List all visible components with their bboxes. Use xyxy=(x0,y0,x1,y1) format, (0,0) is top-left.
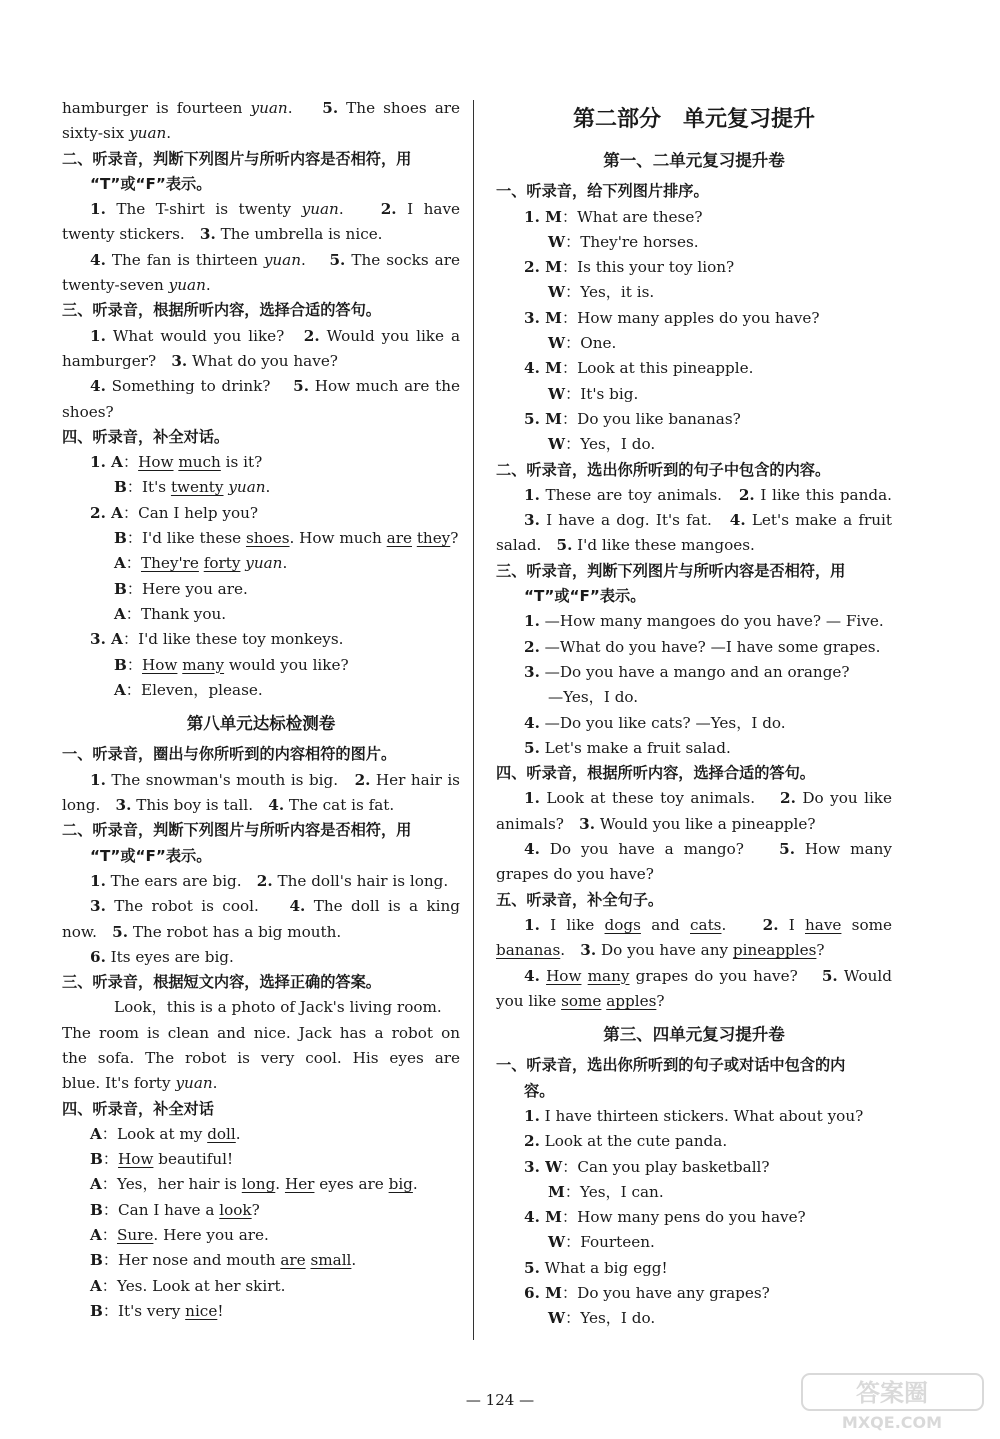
section-heading: 四、听录音，补全对话。 xyxy=(62,427,230,446)
watermark-logo xyxy=(800,1370,985,1432)
text-line: 1. Look at these toy animals. 2. Do you like xyxy=(524,789,892,808)
column-divider xyxy=(473,100,474,1340)
text-line: salad. 5. I'd like these mangoes. xyxy=(496,536,755,555)
text-line: 3. The robot is cool. 4. The doll is a king xyxy=(90,897,461,916)
text-line: now. 5. The robot has a big mouth. xyxy=(62,922,342,941)
text-line: 4. Do you have a mango? 5. How many xyxy=(524,840,892,859)
dialog-line: B：Here you are. xyxy=(114,579,248,598)
section-heading-cont: “T”或“F”表示。 xyxy=(524,587,646,606)
section-heading: 四、听录音，根据所听内容，选择合适的答句。 xyxy=(496,764,815,783)
dialog-line: W：They're horses. xyxy=(548,232,699,251)
dialog-line: 3. M：How many apples do you have? xyxy=(524,308,820,327)
section-heading: 三、听录音，根据短文内容，选择正确的答案。 xyxy=(62,973,381,992)
text-line: 5. What a big egg! xyxy=(524,1258,668,1277)
section-heading: 三、听录音，判断下列图片与所听内容是否相符，用 xyxy=(496,561,846,580)
dialog-line: A：They're forty yuan. xyxy=(114,554,288,573)
dialog-line: A：Look at my doll. xyxy=(90,1124,241,1143)
section-heading-cont: 容。 xyxy=(524,1081,555,1100)
dialog-line: B：How beautiful! xyxy=(90,1150,234,1169)
text-line: 3. —Do you have a mango and an orange? xyxy=(524,662,850,681)
dialog-line: A：Yes. Look at her skirt. xyxy=(90,1276,286,1295)
dialog-line: A：Thank you. xyxy=(114,604,227,623)
text-line: twenty stickers. 3. The umbrella is nice. xyxy=(62,225,383,244)
left-column xyxy=(62,96,460,1324)
passage-line: blue. It's forty yuan. xyxy=(62,1074,218,1093)
passage-line: The room is clean and nice. Jack has a robot on xyxy=(62,1023,460,1042)
dialog-line: 1. A：How much is it? xyxy=(90,453,263,472)
text-line: 1. The snowman's mouth is big. 2. Her hair is xyxy=(90,770,460,789)
text-line: 2. Look at the cute panda. xyxy=(524,1132,728,1151)
section-heading-cont: “T”或“F”表示。 xyxy=(90,174,212,193)
dialog-line: W：It's big. xyxy=(548,384,639,403)
dialog-line: A：Yes，her hair is long. Her eyes are big. xyxy=(90,1175,418,1194)
dialog-line: 3. A：I'd like these toy monkeys. xyxy=(90,630,344,649)
svg-text:答案圈: 答案圈 xyxy=(856,1379,928,1407)
text-line: you like some apples? xyxy=(496,991,665,1010)
text-line: 4. The fan is thirteen yuan. 5. The socks are xyxy=(90,250,460,269)
text-line: long. 3. This boy is tall. 4. The cat is fat. xyxy=(62,796,395,815)
dialog-line: 2. M：Is this your toy lion? xyxy=(524,258,735,277)
svg-text:MXQE.COM: MXQE.COM xyxy=(841,1413,943,1432)
text-line: 4. How many grapes do you have? 5. Would xyxy=(524,966,892,985)
page-number: — 124 — xyxy=(465,1391,535,1409)
section-heading: 二、听录音，判断下列图片与所听内容是否相符，用 xyxy=(62,149,412,168)
dialog-line: B：How many would you like? xyxy=(114,655,349,674)
right-column xyxy=(496,96,892,1332)
text-line: 1. What would you like? 2. Would you like a xyxy=(90,326,461,345)
unit-title: 第三、四单元复习提升卷 xyxy=(603,1025,785,1045)
dialog-line: W：Yes，it is. xyxy=(548,283,655,302)
text-line: grapes do you have? xyxy=(496,865,654,884)
section-heading: 二、听录音，选出你所听到的句子中包含的内容。 xyxy=(496,460,831,479)
text-line: 5. Let's make a fruit salad. xyxy=(524,738,731,757)
dialog-line: A：Sure. Here you are. xyxy=(90,1226,269,1245)
dialog-line: 5. M：Do you like bananas? xyxy=(524,409,741,428)
dialog-line: 2. A：Can I help you? xyxy=(90,503,259,522)
section-heading: 五、听录音，补全句子。 xyxy=(496,890,664,909)
unit-title: 第八单元达标检测卷 xyxy=(186,714,336,734)
text-line: 1. The T-shirt is twenty yuan. 2. I have xyxy=(90,200,461,219)
text-line: 2. —What do you have? —I have some grapes. xyxy=(524,637,881,656)
text-line: 1. I have thirteen stickers. What about you? xyxy=(524,1106,864,1125)
dialog-line: W：Fourteen. xyxy=(548,1233,655,1252)
text-line: hamburger is fourteen yuan. 5. The shoes are xyxy=(62,99,461,117)
dialog-line: B：It's very nice! xyxy=(90,1301,224,1320)
text-line: animals? 3. Would you like a pineapple? xyxy=(496,814,816,833)
unit-title: 第一、二单元复习提升卷 xyxy=(603,151,785,170)
section-heading: 一、听录音，圈出与你所听到的内容相符的图片。 xyxy=(62,745,397,764)
dialog-line: B：Her nose and mouth are small. xyxy=(90,1251,357,1270)
text-line: 1. The ears are big. 2. The doll's hair is long. xyxy=(90,871,449,890)
section-heading: 四、听录音，补全对话 xyxy=(62,1099,214,1118)
text-line: shoes? xyxy=(62,402,114,421)
dialog-line: M：Yes，I can. xyxy=(548,1182,664,1201)
dialog-line: B：I'd like these shoes. How much are they? xyxy=(114,529,459,548)
section-heading: 一、听录音，给下列图片排序。 xyxy=(496,182,709,201)
text-line: bananas. 3. Do you have any pineapples? xyxy=(496,941,825,960)
dialog-line: W：Yes，I do. xyxy=(548,435,656,454)
text-line: —Yes，I do. xyxy=(548,688,639,707)
dialog-line: W：Yes，I do. xyxy=(548,1309,656,1328)
dialog-line: 3. W：Can you play basketball? xyxy=(524,1157,770,1176)
text-line: 1. These are toy animals. 2. I like this panda. xyxy=(524,485,893,504)
text-line: 4. Something to drink? 5. How much are the xyxy=(90,377,460,396)
text-line: 1. I like dogs and cats. 2. I have some xyxy=(524,915,893,934)
section-heading: 一、听录音，选出你所听到的句子或对话中包含的内 xyxy=(496,1056,846,1075)
part-title: 第二部分 单元复习提升 xyxy=(572,107,816,132)
dialog-line: 1. M：What are these? xyxy=(524,207,703,226)
text-line: twenty-seven yuan. xyxy=(62,276,211,295)
text-line: 6. Its eyes are big. xyxy=(90,947,234,966)
text-line: sixty-six yuan. xyxy=(62,124,172,143)
dialog-line: B：It's twenty yuan. xyxy=(114,478,271,497)
dialog-line: A：Eleven，please. xyxy=(114,680,263,699)
passage-line: Look，this is a photo of Jack's living room. xyxy=(114,998,442,1017)
text-line: 1. —How many mangoes do you have? — Five. xyxy=(524,612,884,631)
passage-line: the sofa. The robot is very cool. His eyes are xyxy=(62,1048,460,1067)
text-line: 3. I have a dog. It's fat. 4. Let's make a fruit xyxy=(524,511,892,530)
dialog-line: B：Can I have a look? xyxy=(90,1200,260,1219)
dialog-line: 6. M：Do you have any grapes? xyxy=(524,1284,770,1303)
dialog-line: W：One. xyxy=(548,334,617,353)
dialog-line: 4. M：How many pens do you have? xyxy=(524,1208,806,1227)
section-heading: 二、听录音，判断下列图片与所听内容是否相符，用 xyxy=(62,821,412,840)
section-heading: 三、听录音，根据所听内容，选择合适的答句。 xyxy=(62,301,381,320)
text-line: 4. —Do you like cats? —Yes，I do. xyxy=(524,713,786,732)
text-line: hamburger? 3. What do you have? xyxy=(62,351,338,370)
dialog-line: 4. M：Look at this pineapple. xyxy=(524,359,754,378)
section-heading-cont: “T”或“F”表示。 xyxy=(90,846,212,865)
